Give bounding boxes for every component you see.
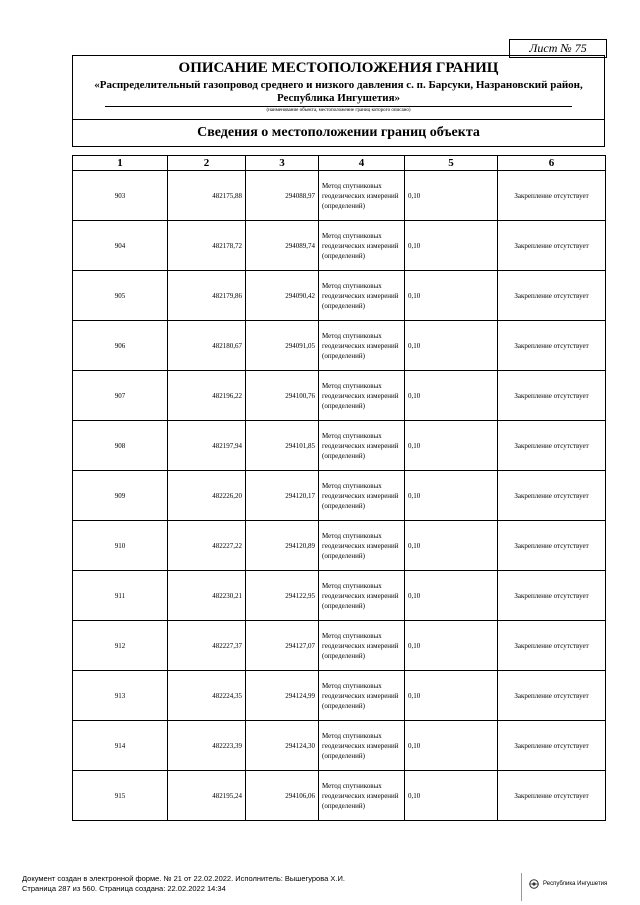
table-row <box>73 171 606 221</box>
object-name: «Распределительный газопровод среднего и низкого давления с. п. Барсуки, Назрановский район, Республика Ингушетия» <box>94 79 583 104</box>
coordinate-y-cell: 294124,30 <box>246 721 319 771</box>
coordinate-x-cell: 482180,67 <box>168 321 246 371</box>
point-number-cell: 907 <box>73 371 168 421</box>
accuracy-cell: 0,10 <box>405 421 498 471</box>
fixing-description-cell: Закрепление отсутствует <box>498 171 606 221</box>
fixing-description-cell: Закрепление отсутствует <box>498 471 606 521</box>
coordinate-y-cell: 294127,07 <box>246 621 319 671</box>
coordinate-y-cell: 294089,74 <box>246 221 319 271</box>
table-row <box>73 321 606 371</box>
determination-method-cell: Метод спутниковых геодезических измерений (определений) <box>319 521 405 571</box>
accuracy-cell: 0,10 <box>405 371 498 421</box>
table-row <box>73 571 606 621</box>
table-row <box>73 771 606 821</box>
document-footer <box>22 874 345 894</box>
fixing-description-cell: Закрепление отсутствует <box>498 571 606 621</box>
table-row <box>73 371 606 421</box>
column-header-5: 5 <box>405 156 498 171</box>
table-row <box>73 621 606 671</box>
logo-text: Республика Ингушетия <box>543 881 608 887</box>
column-header-1: 1 <box>73 156 168 171</box>
determination-method-cell: Метод спутниковых геодезических измерений (определений) <box>319 371 405 421</box>
determination-method-cell: Метод спутниковых геодезических измерений (определений) <box>319 171 405 221</box>
point-number-cell: 915 <box>73 771 168 821</box>
accuracy-cell: 0,10 <box>405 671 498 721</box>
point-number-cell: 903 <box>73 171 168 221</box>
point-number-cell: 913 <box>73 671 168 721</box>
coordinate-x-cell: 482227,37 <box>168 621 246 671</box>
coordinate-y-cell: 294088,97 <box>246 171 319 221</box>
table-row <box>73 521 606 571</box>
coordinate-y-cell: 294100,76 <box>246 371 319 421</box>
coordinate-x-cell: 482230,21 <box>168 571 246 621</box>
document-title: ОПИСАНИЕ МЕСТОПОЛОЖЕНИЯ ГРАНИЦ <box>178 60 499 76</box>
determination-method-cell: Метод спутниковых геодезических измерений (определений) <box>319 221 405 271</box>
table-row <box>73 271 606 321</box>
coordinate-y-cell: 294124,99 <box>246 671 319 721</box>
determination-method-cell: Метод спутниковых геодезических измерений (определений) <box>319 421 405 471</box>
footer-divider <box>521 873 522 901</box>
accuracy-cell: 0,10 <box>405 721 498 771</box>
accuracy-cell: 0,10 <box>405 621 498 671</box>
coordinate-x-cell: 482178,72 <box>168 221 246 271</box>
fixing-description-cell: Закрепление отсутствует <box>498 771 606 821</box>
coordinate-x-cell: 482195,24 <box>168 771 246 821</box>
point-number-cell: 905 <box>73 271 168 321</box>
coordinate-y-cell: 294091,05 <box>246 321 319 371</box>
header-title-block <box>73 56 604 120</box>
point-number-cell: 912 <box>73 621 168 671</box>
coordinate-x-cell: 482196,22 <box>168 371 246 421</box>
coordinate-x-cell: 482227,22 <box>168 521 246 571</box>
fixing-description-cell: Закрепление отсутствует <box>498 721 606 771</box>
coordinate-y-cell: 294122,95 <box>246 571 319 621</box>
point-number-cell: 909 <box>73 471 168 521</box>
fixing-description-cell: Закрепление отсутствует <box>498 271 606 321</box>
coordinate-x-cell: 482224,35 <box>168 671 246 721</box>
accuracy-cell: 0,10 <box>405 471 498 521</box>
table-row <box>73 471 606 521</box>
determination-method-cell: Метод спутниковых геодезических измерений (определений) <box>319 671 405 721</box>
fixing-description-cell: Закрепление отсутствует <box>498 521 606 571</box>
sheet-number: Лист № 75 <box>509 39 607 58</box>
coordinate-y-cell: 294106,06 <box>246 771 319 821</box>
coordinate-y-cell: 294120,17 <box>246 471 319 521</box>
determination-method-cell: Метод спутниковых геодезических измерений (определений) <box>319 571 405 621</box>
emblem-icon <box>528 879 540 889</box>
republic-logo <box>528 879 607 889</box>
boundary-points-table <box>72 155 606 821</box>
coordinate-x-cell: 482223,39 <box>168 721 246 771</box>
fixing-description-cell: Закрепление отсутствует <box>498 371 606 421</box>
accuracy-cell: 0,10 <box>405 171 498 221</box>
determination-method-cell: Метод спутниковых геодезических измерений (определений) <box>319 321 405 371</box>
coordinate-x-cell: 482175,88 <box>168 171 246 221</box>
table-row <box>73 671 606 721</box>
column-header-2: 2 <box>168 156 246 171</box>
fixing-description-cell: Закрепление отсутствует <box>498 671 606 721</box>
section-title: Сведения о местоположении границ объекта <box>197 125 480 140</box>
accuracy-cell: 0,10 <box>405 221 498 271</box>
determination-method-cell: Метод спутниковых геодезических измерений (определений) <box>319 471 405 521</box>
accuracy-cell: 0,10 <box>405 321 498 371</box>
accuracy-cell: 0,10 <box>405 521 498 571</box>
fixing-description-cell: Закрепление отсутствует <box>498 221 606 271</box>
fixing-description-cell: Закрепление отсутствует <box>498 621 606 671</box>
accuracy-cell: 0,10 <box>405 771 498 821</box>
footer-line-2: Страница 287 из 560. Страница создана: 22.02.2022 14:34 <box>22 884 226 893</box>
point-number-cell: 910 <box>73 521 168 571</box>
column-header-3: 3 <box>246 156 319 171</box>
point-number-cell: 911 <box>73 571 168 621</box>
coordinate-x-cell: 482226,20 <box>168 471 246 521</box>
coordinate-y-cell: 294120,89 <box>246 521 319 571</box>
table-row <box>73 721 606 771</box>
fixing-description-cell: Закрепление отсутствует <box>498 421 606 471</box>
accuracy-cell: 0,10 <box>405 571 498 621</box>
fixing-description-cell: Закрепление отсутствует <box>498 321 606 371</box>
coordinate-y-cell: 294090,42 <box>246 271 319 321</box>
point-number-cell: 908 <box>73 421 168 471</box>
determination-method-cell: Метод спутниковых геодезических измерений (определений) <box>319 771 405 821</box>
coordinate-y-cell: 294101,85 <box>246 421 319 471</box>
point-number-cell: 906 <box>73 321 168 371</box>
column-header-4: 4 <box>319 156 405 171</box>
determination-method-cell: Метод спутниковых геодезических измерений (определений) <box>319 271 405 321</box>
accuracy-cell: 0,10 <box>405 271 498 321</box>
determination-method-cell: Метод спутниковых геодезических измерений (определений) <box>319 721 405 771</box>
table-row <box>73 421 606 471</box>
document-header <box>72 55 605 147</box>
determination-method-cell: Метод спутниковых геодезических измерений (определений) <box>319 621 405 671</box>
coordinate-x-cell: 482197,94 <box>168 421 246 471</box>
point-number-cell: 904 <box>73 221 168 271</box>
table-row <box>73 221 606 271</box>
footer-line-1: Документ создан в электронной форме. № 21 от 22.02.2022. Исполнитель: Вышегурова Х.И. <box>22 874 345 883</box>
coordinate-x-cell: 482179,86 <box>168 271 246 321</box>
table-header-row <box>73 156 606 171</box>
object-name-caption: (наименование объекта, местоположение границ которого описано) <box>266 108 411 113</box>
column-header-6: 6 <box>498 156 606 171</box>
point-number-cell: 914 <box>73 721 168 771</box>
